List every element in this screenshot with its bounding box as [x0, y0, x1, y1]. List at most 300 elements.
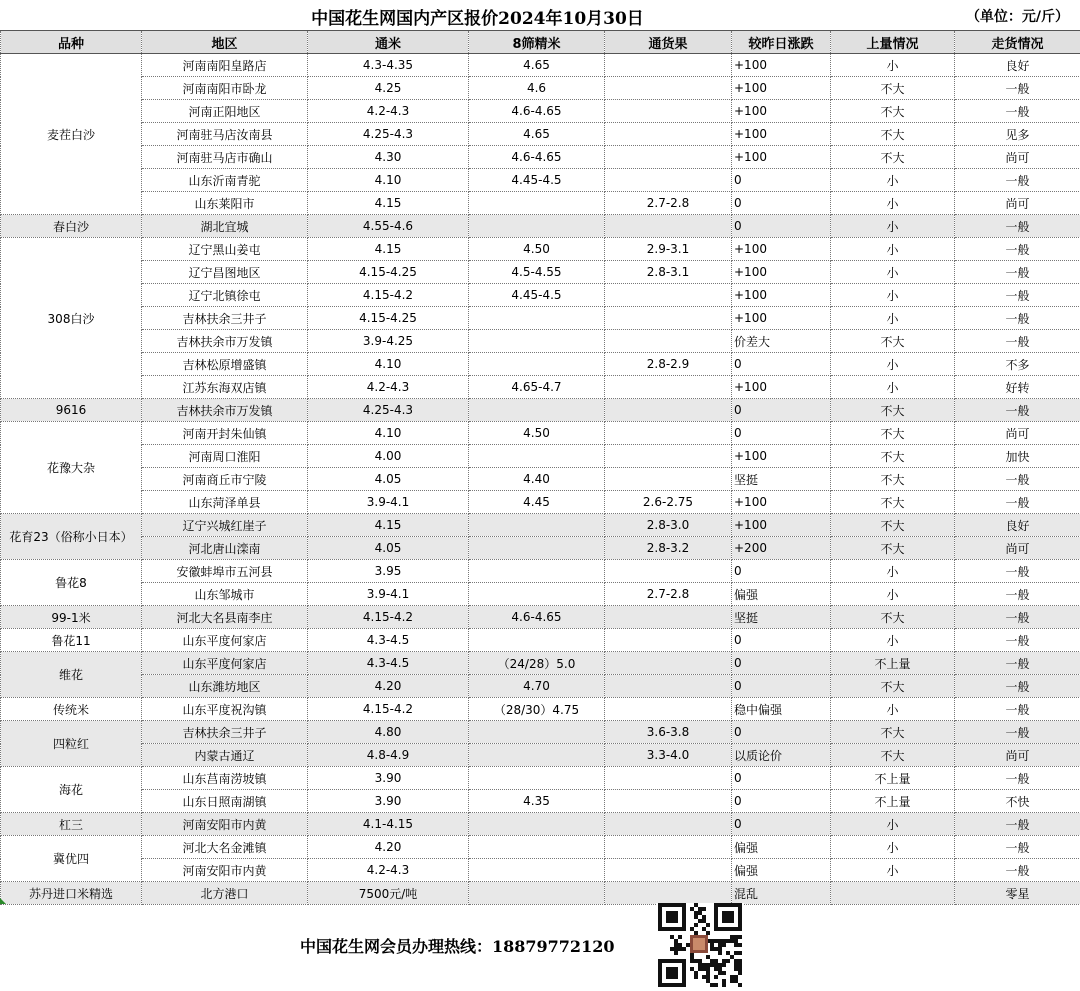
sieve8-cell: [469, 399, 605, 422]
tongmi-cell: 4.1-4.15: [308, 813, 469, 836]
corner-marker: [0, 898, 6, 904]
region-cell: 山东沂南青驼: [142, 169, 308, 192]
variety-cell: 麦茬白沙: [1, 54, 142, 215]
tonghuo-cell: [605, 307, 732, 330]
variety-cell: 春白沙: [1, 215, 142, 238]
tongmi-cell: 3.90: [308, 790, 469, 813]
variety-cell: 9616: [1, 399, 142, 422]
tonghuo-cell: [605, 445, 732, 468]
supply-cell: 不大: [831, 77, 955, 100]
region-cell: 山东邹城市: [142, 583, 308, 606]
supply-cell: 小: [831, 238, 955, 261]
tonghuo-cell: [605, 422, 732, 445]
supply-cell: 不大: [831, 675, 955, 698]
tonghuo-cell: [605, 100, 732, 123]
region-cell: 河南南阳皇路店: [142, 54, 308, 77]
supply-cell: 不大: [831, 744, 955, 767]
sales-cell: 良好: [955, 514, 1080, 537]
tongmi-cell: 4.2-4.3: [308, 859, 469, 882]
change-cell: 0: [732, 560, 831, 583]
region-cell: 山东平度何家店: [142, 629, 308, 652]
supply-cell: [831, 882, 955, 905]
table-row: [1, 54, 1080, 77]
column-header-region: 地区: [142, 31, 308, 54]
variety-cell: 308白沙: [1, 238, 142, 399]
supply-cell: 不大: [831, 721, 955, 744]
tonghuo-cell: [605, 123, 732, 146]
sales-cell: 一般: [955, 77, 1080, 100]
sieve8-cell: [469, 767, 605, 790]
region-cell: 河南正阳地区: [142, 100, 308, 123]
change-cell: 0: [732, 215, 831, 238]
variety-cell: 海花: [1, 767, 142, 813]
table-row: [1, 606, 1080, 629]
column-header-sales: 走货情况: [955, 31, 1080, 54]
sales-cell: 一般: [955, 560, 1080, 583]
sieve8-cell: 4.6-4.65: [469, 606, 605, 629]
column-header-tonghuo: 通货果: [605, 31, 732, 54]
tongmi-cell: 3.9-4.25: [308, 330, 469, 353]
table-row: [1, 744, 1080, 767]
change-cell: +100: [732, 77, 831, 100]
variety-cell: 99-1米: [1, 606, 142, 629]
region-cell: 吉林扶余市万发镇: [142, 330, 308, 353]
tongmi-cell: 4.30: [308, 146, 469, 169]
variety-cell: 四粒红: [1, 721, 142, 767]
table-row: [1, 399, 1080, 422]
sales-cell: 尚可: [955, 537, 1080, 560]
tongmi-cell: 4.3-4.35: [308, 54, 469, 77]
supply-cell: 不大: [831, 100, 955, 123]
region-cell: 山东莒南涝坡镇: [142, 767, 308, 790]
table-row: [1, 169, 1080, 192]
tonghuo-cell: 2.8-2.9: [605, 353, 732, 376]
sales-cell: 良好: [955, 54, 1080, 77]
tongmi-cell: 4.05: [308, 468, 469, 491]
tonghuo-cell: [605, 77, 732, 100]
sieve8-cell: 4.45-4.5: [469, 169, 605, 192]
table-row: [1, 468, 1080, 491]
region-cell: 河南驻马店市确山: [142, 146, 308, 169]
table-row: [1, 652, 1080, 675]
sales-cell: 一般: [955, 468, 1080, 491]
supply-cell: 不大: [831, 468, 955, 491]
tonghuo-cell: [605, 606, 732, 629]
supply-cell: 不大: [831, 146, 955, 169]
qr-code-icon: [656, 903, 744, 987]
tonghuo-cell: [605, 859, 732, 882]
variety-cell: 传统米: [1, 698, 142, 721]
change-cell: +100: [732, 54, 831, 77]
region-cell: 山东菏泽单县: [142, 491, 308, 514]
sales-cell: 尚可: [955, 744, 1080, 767]
tongmi-cell: 4.2-4.3: [308, 376, 469, 399]
sieve8-cell: 4.6: [469, 77, 605, 100]
tonghuo-cell: [605, 813, 732, 836]
region-cell: 辽宁昌图地区: [142, 261, 308, 284]
sieve8-cell: [469, 836, 605, 859]
sieve8-cell: 4.6-4.65: [469, 146, 605, 169]
table-row: [1, 238, 1080, 261]
tonghuo-cell: [605, 560, 732, 583]
sales-cell: 一般: [955, 836, 1080, 859]
table-row: [1, 445, 1080, 468]
table-row: [1, 376, 1080, 399]
change-cell: 0: [732, 767, 831, 790]
change-cell: +100: [732, 100, 831, 123]
supply-cell: 小: [831, 813, 955, 836]
region-cell: 河北唐山滦南: [142, 537, 308, 560]
column-header-supply: 上量情况: [831, 31, 955, 54]
change-cell: +100: [732, 238, 831, 261]
table-row: [1, 307, 1080, 330]
supply-cell: 小: [831, 629, 955, 652]
tonghuo-cell: 3.6-3.8: [605, 721, 732, 744]
table-row: [1, 123, 1080, 146]
sieve8-cell: [469, 353, 605, 376]
tonghuo-cell: 3.3-4.0: [605, 744, 732, 767]
region-cell: 内蒙古通辽: [142, 744, 308, 767]
table-row: [1, 422, 1080, 445]
sieve8-cell: 4.50: [469, 422, 605, 445]
change-cell: 坚挺: [732, 606, 831, 629]
tongmi-cell: 4.20: [308, 675, 469, 698]
sieve8-cell: 4.45: [469, 491, 605, 514]
table-row: [1, 514, 1080, 537]
table-row: [1, 261, 1080, 284]
sieve8-cell: 4.70: [469, 675, 605, 698]
tongmi-cell: 4.10: [308, 169, 469, 192]
change-cell: 偏强: [732, 583, 831, 606]
change-cell: 0: [732, 721, 831, 744]
supply-cell: 不大: [831, 330, 955, 353]
tongmi-cell: 4.15-4.2: [308, 698, 469, 721]
tonghuo-cell: [605, 836, 732, 859]
sieve8-cell: [469, 859, 605, 882]
sales-cell: 尚可: [955, 422, 1080, 445]
price-table: [0, 30, 1080, 905]
tongmi-cell: 3.9-4.1: [308, 583, 469, 606]
supply-cell: 不上量: [831, 790, 955, 813]
table-row: [1, 146, 1080, 169]
tongmi-cell: 4.25-4.3: [308, 399, 469, 422]
tonghuo-cell: [605, 146, 732, 169]
sieve8-cell: [469, 537, 605, 560]
sieve8-cell: [469, 215, 605, 238]
tongmi-cell: 3.9-4.1: [308, 491, 469, 514]
table-row: [1, 353, 1080, 376]
region-cell: 山东潍坊地区: [142, 675, 308, 698]
change-cell: +100: [732, 491, 831, 514]
table-row: [1, 767, 1080, 790]
tonghuo-cell: 2.8-3.2: [605, 537, 732, 560]
supply-cell: 不大: [831, 491, 955, 514]
sieve8-cell: [469, 192, 605, 215]
change-cell: 混乱: [732, 882, 831, 905]
region-cell: 江苏东海双店镇: [142, 376, 308, 399]
tonghuo-cell: [605, 468, 732, 491]
region-cell: 吉林扶余三井子: [142, 307, 308, 330]
sieve8-cell: [469, 629, 605, 652]
table-row: [1, 215, 1080, 238]
column-header-variety: 品种: [1, 31, 142, 54]
supply-cell: 小: [831, 54, 955, 77]
sieve8-cell: [469, 813, 605, 836]
table-row: [1, 790, 1080, 813]
supply-cell: 小: [831, 583, 955, 606]
table-row: [1, 675, 1080, 698]
change-cell: 0: [732, 790, 831, 813]
sieve8-cell: [469, 882, 605, 905]
sieve8-cell: 4.50: [469, 238, 605, 261]
tongmi-cell: 4.2-4.3: [308, 100, 469, 123]
sieve8-cell: 4.65: [469, 123, 605, 146]
tonghuo-cell: [605, 376, 732, 399]
sales-cell: 一般: [955, 698, 1080, 721]
region-cell: 山东日照南湖镇: [142, 790, 308, 813]
change-cell: 偏强: [732, 859, 831, 882]
tongmi-cell: 4.25-4.3: [308, 123, 469, 146]
supply-cell: 小: [831, 560, 955, 583]
supply-cell: 小: [831, 261, 955, 284]
sales-cell: 一般: [955, 767, 1080, 790]
table-row: [1, 721, 1080, 744]
sales-cell: 一般: [955, 813, 1080, 836]
sales-cell: 一般: [955, 169, 1080, 192]
tonghuo-cell: [605, 169, 732, 192]
tonghuo-cell: [605, 790, 732, 813]
table-row: [1, 698, 1080, 721]
supply-cell: 不大: [831, 514, 955, 537]
table-row: [1, 583, 1080, 606]
sales-cell: 一般: [955, 330, 1080, 353]
table-row: [1, 560, 1080, 583]
region-cell: 山东莱阳市: [142, 192, 308, 215]
region-cell: 吉林松原增盛镇: [142, 353, 308, 376]
supply-cell: 小: [831, 192, 955, 215]
sales-cell: 一般: [955, 261, 1080, 284]
variety-cell: 花育23（俗称小日本）: [1, 514, 142, 560]
page-title: 中国花生网国内产区报价2024年10月30日: [0, 4, 955, 29]
region-cell: 安徽蚌埠市五河县: [142, 560, 308, 583]
supply-cell: 不大: [831, 399, 955, 422]
sales-cell: 一般: [955, 215, 1080, 238]
supply-cell: 小: [831, 307, 955, 330]
supply-cell: 小: [831, 376, 955, 399]
supply-cell: 小: [831, 215, 955, 238]
supply-cell: 小: [831, 353, 955, 376]
supply-cell: 小: [831, 836, 955, 859]
tongmi-cell: 4.55-4.6: [308, 215, 469, 238]
region-cell: 吉林扶余三井子: [142, 721, 308, 744]
change-cell: 0: [732, 399, 831, 422]
table-row: [1, 330, 1080, 353]
sales-cell: 一般: [955, 307, 1080, 330]
change-cell: 价差大: [732, 330, 831, 353]
supply-cell: 不上量: [831, 652, 955, 675]
sales-cell: 一般: [955, 606, 1080, 629]
change-cell: +100: [732, 307, 831, 330]
region-cell: 河南安阳市内黄: [142, 859, 308, 882]
region-cell: 山东平度祝沟镇: [142, 698, 308, 721]
sales-cell: 不多: [955, 353, 1080, 376]
sieve8-cell: [469, 307, 605, 330]
tongmi-cell: 4.80: [308, 721, 469, 744]
sales-cell: 一般: [955, 284, 1080, 307]
tongmi-cell: 4.8-4.9: [308, 744, 469, 767]
change-cell: 0: [732, 353, 831, 376]
sales-cell: 一般: [955, 238, 1080, 261]
tonghuo-cell: 2.6-2.75: [605, 491, 732, 514]
variety-cell: 杠三: [1, 813, 142, 836]
region-cell: 河南南阳市卧龙: [142, 77, 308, 100]
tonghuo-cell: [605, 767, 732, 790]
tongmi-cell: 4.00: [308, 445, 469, 468]
sales-cell: 一般: [955, 675, 1080, 698]
supply-cell: 不大: [831, 123, 955, 146]
table-row: [1, 284, 1080, 307]
tonghuo-cell: [605, 399, 732, 422]
sales-cell: 一般: [955, 399, 1080, 422]
region-cell: 河北大名县南李庄: [142, 606, 308, 629]
tonghuo-cell: 2.7-2.8: [605, 192, 732, 215]
region-cell: 河南安阳市内黄: [142, 813, 308, 836]
sieve8-cell: 4.45-4.5: [469, 284, 605, 307]
supply-cell: 小: [831, 859, 955, 882]
change-cell: 0: [732, 629, 831, 652]
change-cell: +100: [732, 376, 831, 399]
tonghuo-cell: 2.7-2.8: [605, 583, 732, 606]
sieve8-cell: [469, 583, 605, 606]
tongmi-cell: 4.15: [308, 514, 469, 537]
change-cell: 0: [732, 422, 831, 445]
change-cell: 0: [732, 169, 831, 192]
change-cell: +100: [732, 514, 831, 537]
table-row: [1, 813, 1080, 836]
tongmi-cell: 4.05: [308, 537, 469, 560]
supply-cell: 不上量: [831, 767, 955, 790]
column-header-sieve8: 8筛精米: [469, 31, 605, 54]
variety-cell: 维花: [1, 652, 142, 698]
tongmi-cell: 4.20: [308, 836, 469, 859]
sales-cell: 一般: [955, 629, 1080, 652]
tongmi-cell: 4.15-4.2: [308, 606, 469, 629]
table-row: [1, 100, 1080, 123]
tonghuo-cell: [605, 215, 732, 238]
tonghuo-cell: [605, 652, 732, 675]
change-cell: 0: [732, 813, 831, 836]
sieve8-cell: （24/28）5.0: [469, 652, 605, 675]
variety-cell: 鲁花8: [1, 560, 142, 606]
tonghuo-cell: 2.9-3.1: [605, 238, 732, 261]
supply-cell: 小: [831, 698, 955, 721]
table-row: [1, 537, 1080, 560]
sales-cell: 一般: [955, 100, 1080, 123]
sieve8-cell: [469, 445, 605, 468]
supply-cell: 小: [831, 284, 955, 307]
supply-cell: 不大: [831, 537, 955, 560]
region-cell: 山东平度何家店: [142, 652, 308, 675]
tonghuo-cell: [605, 284, 732, 307]
region-cell: 辽宁兴城红崖子: [142, 514, 308, 537]
sales-cell: 一般: [955, 721, 1080, 744]
change-cell: +100: [732, 146, 831, 169]
change-cell: 0: [732, 192, 831, 215]
sieve8-cell: 4.35: [469, 790, 605, 813]
price-table-body: [1, 54, 1080, 905]
table-row: [1, 192, 1080, 215]
sieve8-cell: 4.40: [469, 468, 605, 491]
change-cell: 稳中偏强: [732, 698, 831, 721]
tongmi-cell: 4.15: [308, 238, 469, 261]
sales-cell: 好转: [955, 376, 1080, 399]
change-cell: 0: [732, 652, 831, 675]
region-cell: 吉林扶余市万发镇: [142, 399, 308, 422]
tonghuo-cell: [605, 629, 732, 652]
tongmi-cell: 4.10: [308, 422, 469, 445]
change-cell: 坚挺: [732, 468, 831, 491]
tongmi-cell: 4.15-4.25: [308, 261, 469, 284]
sieve8-cell: （28/30）4.75: [469, 698, 605, 721]
region-cell: 河南周口淮阳: [142, 445, 308, 468]
sales-cell: 一般: [955, 491, 1080, 514]
table-row: [1, 836, 1080, 859]
column-header-tongmi: 通米: [308, 31, 469, 54]
tonghuo-cell: 2.8-3.0: [605, 514, 732, 537]
sales-cell: 见多: [955, 123, 1080, 146]
tongmi-cell: 4.15: [308, 192, 469, 215]
unit-label: （单位：元/斤）: [955, 6, 1080, 26]
sales-cell: 尚可: [955, 192, 1080, 215]
region-cell: 河北大名金滩镇: [142, 836, 308, 859]
region-cell: 辽宁北镇徐屯: [142, 284, 308, 307]
tongmi-cell: 4.3-4.5: [308, 629, 469, 652]
region-cell: 湖北宜城: [142, 215, 308, 238]
table-row: [1, 882, 1080, 905]
sieve8-cell: [469, 721, 605, 744]
sales-cell: 一般: [955, 583, 1080, 606]
tongmi-cell: 4.25: [308, 77, 469, 100]
region-cell: 河南开封朱仙镇: [142, 422, 308, 445]
header-row: [1, 31, 1080, 54]
change-cell: 0: [732, 675, 831, 698]
change-cell: +100: [732, 261, 831, 284]
tonghuo-cell: [605, 54, 732, 77]
variety-cell: 苏丹进口米精选: [1, 882, 142, 905]
sales-cell: 一般: [955, 652, 1080, 675]
sales-cell: 尚可: [955, 146, 1080, 169]
sales-cell: 加快: [955, 445, 1080, 468]
region-cell: 河南商丘市宁陵: [142, 468, 308, 491]
supply-cell: 不大: [831, 422, 955, 445]
region-cell: 辽宁黑山姜屯: [142, 238, 308, 261]
variety-cell: 花豫大杂: [1, 422, 142, 514]
supply-cell: 小: [831, 169, 955, 192]
change-cell: +100: [732, 284, 831, 307]
variety-cell: 冀优四: [1, 836, 142, 882]
sieve8-cell: 4.65: [469, 54, 605, 77]
region-cell: 河南驻马店汝南县: [142, 123, 308, 146]
change-cell: +100: [732, 445, 831, 468]
sieve8-cell: [469, 560, 605, 583]
member-hotline: 中国花生网会员办理热线：18879772120: [300, 934, 614, 957]
tongmi-cell: 3.90: [308, 767, 469, 790]
tonghuo-cell: [605, 698, 732, 721]
tonghuo-cell: [605, 330, 732, 353]
tongmi-cell: 4.15-4.25: [308, 307, 469, 330]
sieve8-cell: [469, 330, 605, 353]
title-bar: [0, 0, 1080, 30]
